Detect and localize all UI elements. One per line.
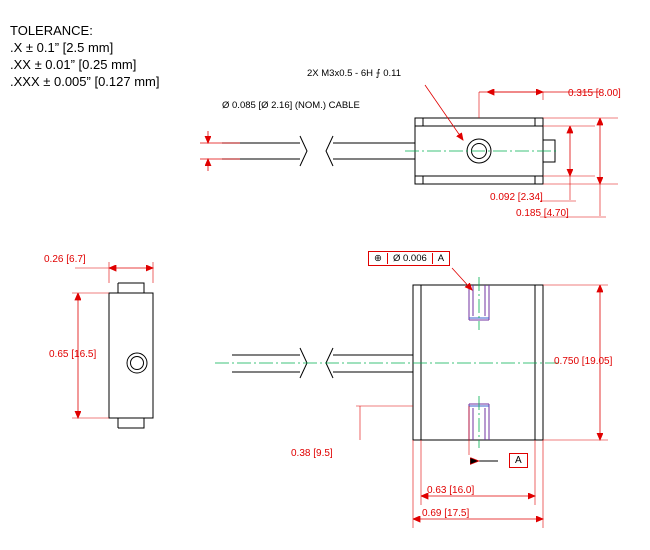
- dim-front-height: 0.750 [19.05]: [554, 356, 613, 367]
- tolerance-heading: TOLERANCE:: [10, 23, 93, 38]
- fcf-divider-2: [432, 253, 433, 264]
- dim-front-inner-width: 0.63 [16.0]: [427, 485, 475, 496]
- dim-side-thickness: 0.26 [6.7]: [44, 254, 86, 265]
- side-view-geometry: [109, 283, 153, 428]
- dim-top-small-height: 0.092 [2.34]: [490, 192, 543, 203]
- dimension-layer: [72, 85, 618, 528]
- front-view-geometry: [232, 285, 543, 440]
- dim-top-overall-height: 0.185 [4.70]: [516, 208, 569, 219]
- feature-control-frame: [368, 251, 450, 266]
- dim-front-hole-offset: 0.38 [9.5]: [291, 448, 333, 459]
- fcf-divider-1: [387, 253, 388, 264]
- position-symbol-icon: ⊕: [374, 253, 382, 264]
- dim-side-height: 0.65 [16.5]: [49, 349, 97, 360]
- tolerance-line-1: .X ± 0.1” [2.5 mm]: [10, 40, 114, 55]
- dim-front-outer-width: 0.69 [17.5]: [422, 508, 470, 519]
- front-view-centerlines: [215, 277, 560, 448]
- dim-top-width: 0.315 [8.00]: [568, 88, 621, 99]
- fcf-tolerance: Ø 0.006: [392, 253, 427, 264]
- fcf-datum: A: [437, 253, 445, 264]
- tolerance-line-3: .XXX ± 0.005” [0.127 mm]: [10, 74, 160, 89]
- tolerance-line-2: .XX ± 0.01” [0.25 mm]: [10, 57, 137, 72]
- datum-label-a: A: [509, 453, 528, 468]
- front-view-hidden-edges: [469, 318, 489, 406]
- thread-note: 2X M3x0.5 - 6H ⨍ 0.11: [307, 68, 402, 79]
- cable-note: Ø 0.085 [Ø 2.16] (NOM.) CABLE: [222, 100, 360, 111]
